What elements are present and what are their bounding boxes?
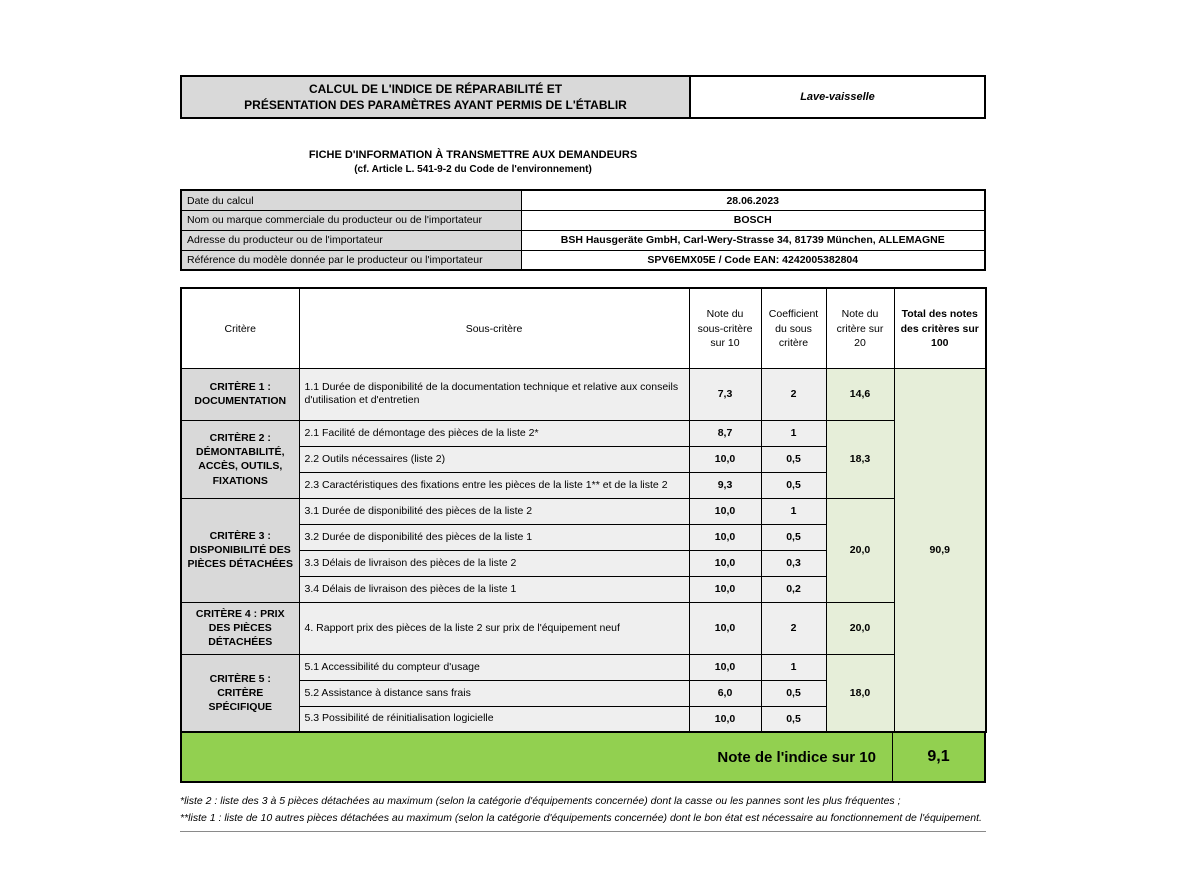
subscore-cell: 9,3 bbox=[689, 472, 761, 498]
subcriterion-cell: 5.1 Accessibilité du compteur d'usage bbox=[299, 654, 689, 680]
criterion-cell: CRITÈRE 4 : PRIX DES PIÈCES DÉTACHÉES bbox=[181, 602, 299, 654]
sheet-content bbox=[180, 75, 986, 832]
footnote-liste-1: **liste 1 : liste de 10 autres pièces détachées au maximum (selon la catégorie d'équipements concernée) dont le bon état est nécessaire au fonctionnement de l'équipement. bbox=[180, 811, 982, 824]
subcriterion-cell: 5.3 Possibilité de réinitialisation logicielle bbox=[299, 706, 689, 732]
title-line-2: PRÉSENTATION DES PARAMÈTRES AYANT PERMIS DE L'ÉTABLIR bbox=[244, 98, 627, 113]
subscore-cell: 10,0 bbox=[689, 706, 761, 732]
coefficient-cell: 2 bbox=[761, 368, 826, 420]
criterion-score-cell: 20,0 bbox=[826, 498, 894, 602]
criterion-cell: CRITÈRE 5 : CRITÈRE SPÉCIFIQUE bbox=[181, 654, 299, 732]
coefficient-cell: 1 bbox=[761, 420, 826, 446]
product-type-box bbox=[691, 75, 986, 119]
info-row-date bbox=[181, 190, 985, 210]
info-row-reference bbox=[181, 250, 985, 270]
col-header-coefficient: Coefficient du sous critère bbox=[761, 288, 826, 368]
info-row-address bbox=[181, 230, 985, 250]
info-value-date: 28.06.2023 bbox=[521, 190, 985, 210]
info-label-reference: Référence du modèle donnée par le producteur ou l'importateur bbox=[181, 250, 521, 270]
subscore-cell: 8,7 bbox=[689, 420, 761, 446]
info-label-address: Adresse du producteur ou de l'importateur bbox=[181, 230, 521, 250]
col-header-total: Total des notes des critères sur 100 bbox=[894, 288, 986, 368]
subscore-cell: 10,0 bbox=[689, 576, 761, 602]
subtitle-line-1: FICHE D'INFORMATION À TRANSMETTRE AUX DEMANDEURS bbox=[308, 149, 638, 162]
criterion-cell: CRITÈRE 2 : DÉMONTABILITÉ, ACCÈS, OUTILS, FIXATIONS bbox=[181, 420, 299, 498]
col-header-critere: Critère bbox=[181, 288, 299, 368]
subcriterion-cell: 3.1 Durée de disponibilité des pièces de la liste 2 bbox=[299, 498, 689, 524]
footnote-liste-2: *liste 2 : liste des 3 à 5 pièces détachées au maximum (selon la catégorie d'équipements concernée) dont la casse ou les pannes sont les plus fréquentes ; bbox=[180, 795, 901, 808]
col-header-note-sous-critere: Note du sous-critère sur 10 bbox=[689, 288, 761, 368]
criteria-table bbox=[180, 287, 987, 733]
info-label-brand: Nom ou marque commerciale du producteur ou de l'importateur bbox=[181, 210, 521, 230]
info-label-date: Date du calcul bbox=[181, 190, 521, 210]
criterion-cell: CRITÈRE 3 : DISPONIBILITÉ DES PIÈCES DÉTACHÉES bbox=[181, 498, 299, 602]
criterion-cell: CRITÈRE 1 : DOCUMENTATION bbox=[181, 368, 299, 420]
title-box bbox=[180, 75, 691, 119]
info-value-brand: BOSCH bbox=[521, 210, 985, 230]
subscore-cell: 10,0 bbox=[689, 602, 761, 654]
coefficient-cell: 0,5 bbox=[761, 472, 826, 498]
subscore-cell: 10,0 bbox=[689, 446, 761, 472]
table-row bbox=[181, 654, 986, 680]
table-row bbox=[181, 420, 986, 446]
subcriterion-cell: 2.3 Caractéristiques des fixations entre les pièces de la liste 1** et de la liste 2 bbox=[299, 472, 689, 498]
subcriterion-cell: 4. Rapport prix des pièces de la liste 2 sur prix de l'équipement neuf bbox=[299, 602, 689, 654]
criterion-score-cell: 18,0 bbox=[826, 654, 894, 732]
top-header bbox=[180, 75, 986, 119]
subscore-cell: 7,3 bbox=[689, 368, 761, 420]
table-row bbox=[181, 602, 986, 654]
subscore-cell: 6,0 bbox=[689, 680, 761, 706]
final-index-value: 9,1 bbox=[927, 748, 950, 766]
col-header-note-critere: Note du critère sur 20 bbox=[826, 288, 894, 368]
subcriterion-cell: 2.1 Facilité de démontage des pièces de la liste 2* bbox=[299, 420, 689, 446]
criterion-score-cell: 20,0 bbox=[826, 602, 894, 654]
subtitle-line-2: (cf. Article L. 541-9-2 du Code de l'environnement) bbox=[354, 164, 592, 176]
table-row bbox=[181, 498, 986, 524]
final-index-row bbox=[180, 733, 986, 783]
subcriterion-cell: 5.2 Assistance à distance sans frais bbox=[299, 680, 689, 706]
subscore-cell: 10,0 bbox=[689, 550, 761, 576]
coefficient-cell: 1 bbox=[761, 654, 826, 680]
total-score-cell: 90,9 bbox=[894, 368, 986, 732]
subcriterion-cell: 2.2 Outils nécessaires (liste 2) bbox=[299, 446, 689, 472]
subcriterion-cell: 3.3 Délais de livraison des pièces de la liste 2 bbox=[299, 550, 689, 576]
subcriterion-cell: 3.2 Durée de disponibilité des pièces de la liste 1 bbox=[299, 524, 689, 550]
criteria-table-header-row bbox=[181, 288, 986, 368]
coefficient-cell: 0,2 bbox=[761, 576, 826, 602]
subcriterion-cell: 1.1 Durée de disponibilité de la documentation technique et relative aux conseils d'utilisation et d'entretien bbox=[299, 368, 689, 420]
subcriterion-cell: 3.4 Délais de livraison des pièces de la liste 1 bbox=[299, 576, 689, 602]
final-index-label: Note de l'indice sur 10 bbox=[182, 733, 893, 781]
coefficient-cell: 0,5 bbox=[761, 680, 826, 706]
coefficient-cell: 1 bbox=[761, 498, 826, 524]
criterion-score-cell: 14,6 bbox=[826, 368, 894, 420]
product-type-label: Lave-vaisselle bbox=[800, 91, 875, 104]
coefficient-cell: 0,3 bbox=[761, 550, 826, 576]
info-value-reference: SPV6EMX05E / Code EAN: 4242005382804 bbox=[521, 250, 985, 270]
coefficient-cell: 0,5 bbox=[761, 524, 826, 550]
title-line-1: CALCUL DE L'INDICE DE RÉPARABILITÉ ET bbox=[308, 82, 563, 96]
producer-info-table bbox=[180, 189, 986, 271]
subtitle-block bbox=[180, 149, 766, 175]
info-row-brand bbox=[181, 210, 985, 230]
subscore-cell: 10,0 bbox=[689, 524, 761, 550]
table-row bbox=[181, 368, 986, 420]
coefficient-cell: 2 bbox=[761, 602, 826, 654]
criterion-score-cell: 18,3 bbox=[826, 420, 894, 498]
col-header-sous-critere: Sous-critère bbox=[299, 288, 689, 368]
coefficient-cell: 0,5 bbox=[761, 706, 826, 732]
subscore-cell: 10,0 bbox=[689, 498, 761, 524]
footnotes bbox=[180, 793, 986, 832]
subscore-cell: 10,0 bbox=[689, 654, 761, 680]
coefficient-cell: 0,5 bbox=[761, 446, 826, 472]
info-value-address: BSH Hausgeräte GmbH, Carl-Wery-Strasse 34, 81739 München, ALLEMAGNE bbox=[521, 230, 985, 250]
